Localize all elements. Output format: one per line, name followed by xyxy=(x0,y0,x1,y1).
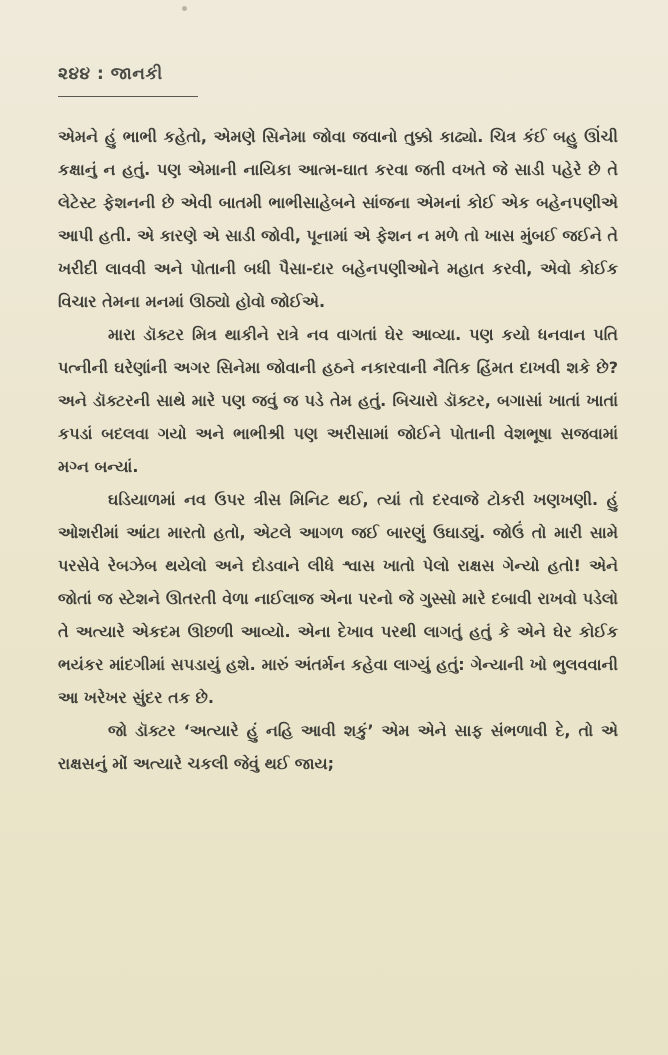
page-header: ૨૪૪ : જાનકી xyxy=(58,64,163,84)
paragraph-1: એમને હું ભાભી કહેતો, એમણે સિનેમા જોવા જવાનો તુક્કો કાઢ્યો. ચિત્ર કંઈ બહુ ઊંચી કક્ષાનું ન હતું. પણ એમાની નાયિકા આત્મ-ઘાત કરવા જતી વખતે જે સાડી પહેરે છે તે લેટેસ્ટ ફેશનની છે એવી બાતમી ભાભીસાહેબને સાંજના એમનાં કોઈ એક બહેનપણીએ આપી હતી. એ કારણે એ સાડી જોવી, પૂનામાં એ ફેશન ન મળે તો ખાસ મુંબઈ જઈને તે ખરીદી લાવવી અને પોતાની બધી પૈસા-દાર બહેનપણીઓને મહાત કરવી, એવો કોઈક વિચાર તેમના મનમાં ઊઠ્યો હોવો જોઈએ. xyxy=(58,127,618,311)
paragraph-3: ઘડિયાળમાં નવ ઉપર ત્રીસ મિનિટ થઈ, ત્યાં તો દરવાજે ટોકરી ખણખણી. હું ઓશરીમાં આંટા મારતો હતો, એટલે આગળ જઈ બારણું ઉઘાડ્યું. જોઉં તો મારી સામે પરસેવે રેબઝેબ થયેલો અને દોડવાને લીધે શ્વાસ ખાતો પેલો રાક્ષસ ગેન્યો હતો! એને જોતાં જ સ્ટેશને ઊતરતી વેળા નાઈલાજ એના પરનો જે ગુસ્સો મારે દબાવી રાખવો પડેલો તે અત્યારે એકદમ ઊછળી આવ્યો. એના દેખાવ પરથી લાગતું હતું કે એને ઘેર કોઈક ભયંકર માંદગીમાં સપડાયું હશે. મારું અંતર્મન કહેવા લાગ્યું હતું: ગેન્યાની ખો ભુલવવાની આ ખરેખર સુંદર તક છે. xyxy=(58,490,618,707)
paragraph-2: મારા ડૉક્ટર મિત્ર થાકીને રાત્રે નવ વાગતાં ઘેર આવ્યા. પણ કયો ધનવાન પતિ પત્નીની ઘરેણાંની અગર સિનેમા જોવાની હઠને નકારવાની નૈતિક હિંમત દાખવી શકે છે? અને ડૉક્ટરની સાથે મારે પણ જવું જ પડે તેમ હતું. બિચારો ડૉક્ટર, બગાસાં ખાતાં ખાતાં કપડાં બદલવા ગયો અને ભાભીશ્રી પણ અરીસામાં જોઈને પોતાની વેશભૂષા સજવામાં મગ્ન બન્યાં. xyxy=(58,325,618,476)
body-text xyxy=(58,120,618,780)
paragraph-4: જો ડૉક્ટર ‘અત્યારે હું નહિ આવી શકું’ એમ એને સાફ સંભળાવી દે, તો એ રાક્ષસનું મોં અત્યારે ચકલી જેવું થઈ જાય; xyxy=(58,721,618,773)
header-rule xyxy=(58,96,198,97)
paper-speck xyxy=(182,6,187,11)
